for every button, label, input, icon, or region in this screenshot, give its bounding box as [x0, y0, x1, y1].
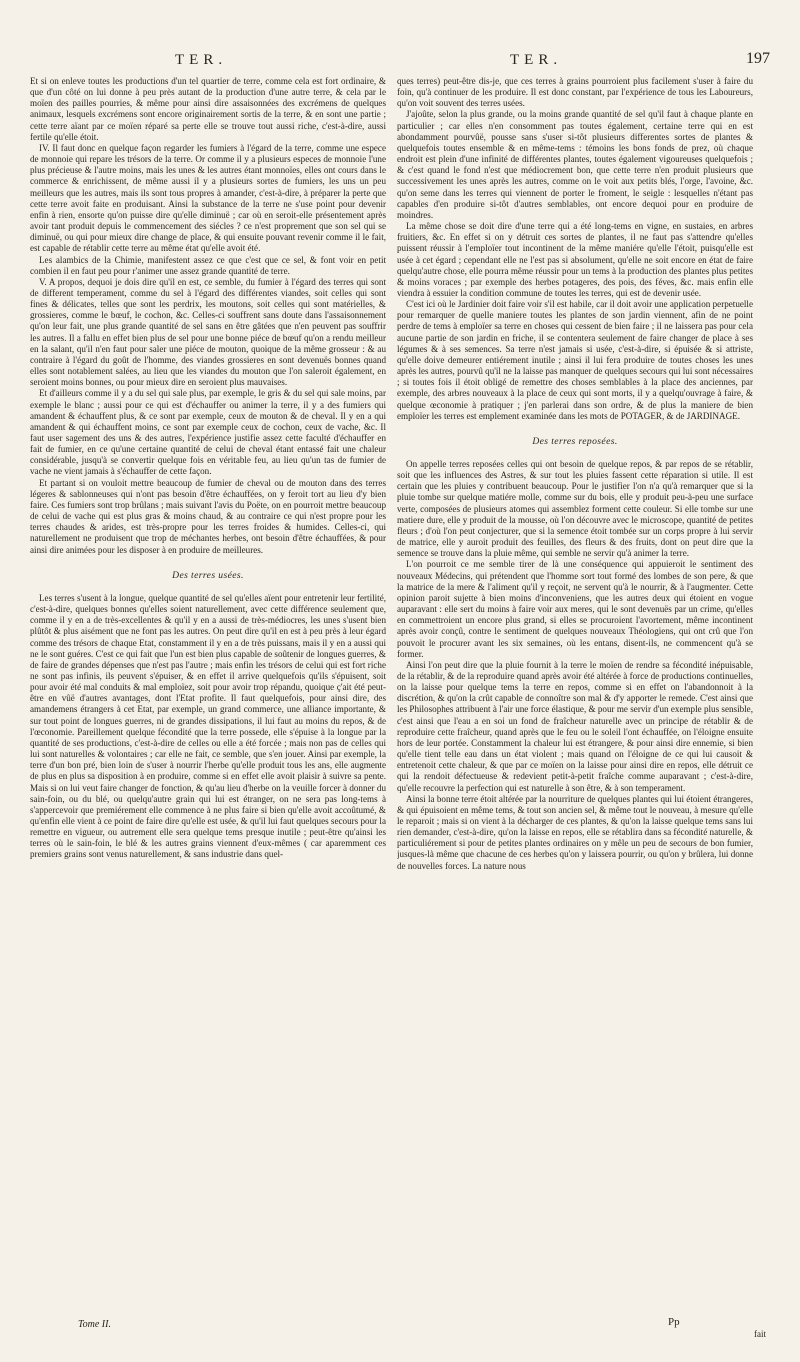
signature-mark: Pp: [668, 1316, 680, 1328]
paragraph: IV. Il faut donc en quelque façon regarder les fumiers à l'égard de la terre, comme une espece de monnoie qui repare les trésors de la terre. Or comme il y a plusieurs especes de monnoie l'une plus précieuse & l'autre moins, mais les unes & les autres étant monnoïes, elles ont cours dans le commerce & enrichissent, de même aussi il y a plusieurs sortes de fumiers, les uns un peu meilleurs que les autres, mais ils sont tous propres à amander, c'est-à-dire, à préparer la perte que cette terre avoit faite en produisant. Ainsi la substance de la terre ne s'use point pour devenir enfin à rien, ensorte qu'on puisse dire qu'elle diminuë ; car où en seroit-elle présentement après avoir tant produit depuis le commencement des siécles ? ce n'est proprement que son sel qui se diminuë, ou qui pour mieux dire change de place, & qui ensuite pouvant revenir comme il le fait, est capable de rétablir cette terre au même état qu'elle avoit été.: [30, 142, 386, 254]
paragraph: La même chose se doit dire d'une terre qui a été long-tems en vigne, en sustaies, en arbres fruitiers, &c. En effet si on y détruit ces sortes de plantes, il ne faut pas s'attendre qu'elles puissent réussir à l'emploïer tout incontinent de la même maniére qu'elle l'étoit, puisqu'elle est usée à cet égard ; cependant elle ne l'est pas si absolument, qu'elle ne soit encore en état de faire quelqu'autre chose, elle pourra même réussir pour un tems à la production des plantes plus petites & moins voraces ; par exemple des herbes potageres, des pois, des féves, &c. mais enfin elle viendra à essuier la condition commune de toutes les terres, qui est de devenir usée.: [397, 221, 753, 298]
paragraph: On appelle terres reposées celles qui ont besoin de quelque repos, & par repos de se rétablir, soit que les influences des Astres, & sur tout les pluies fassent cette réparation si utile. Il est certain que les pluies y contribuent beaucoup. Pour le justifier l'on n'a qu'à remarquer que si la pluie tombe sur quelque matiére molle, comme sur du bois, elle y produit peu-à-peu une surface verte, composées de plusieurs atomes qui assemblez forment cette couleur. Si elle tombe sur une matiere dure, elle y produit de la mousse, où l'on découvre avec le microscope, quantité de petites fleurs ; d'où l'on peut conjecturer, que si la semence étoit tombée sur un corps propre à lui servir de matrice, elle y auroit produit des feuilles, des fleurs & des fruits, dont on peut dire que la semence se trouve dans la pluie même, qui semble ne servir qu'à animer la terre.: [397, 459, 753, 559]
paragraph: Et si on enleve toutes les productions d'un tel quartier de terre, comme cela est fort ordinaire, & que d'un côté on lui donne à peu près autant de la production d'une autre terre, & cela par le moïen des pailles pourries, & même pour ainsi dire assaisonnées des excrémens de quelques animaux, lesquels excrémens sont encore originairement sortis de la terre, & en sont une partie ; cette terre aïant par ce moïen réparé sa perte elle se trouve tout aussi riche, c'est-à-dire, aussi fertile qu'elle étoit.: [30, 76, 386, 142]
paragraph: V. A propos, dequoi je dois dire qu'il en est, ce semble, du fumier à l'égard des terres qui sont de different temperament, comme du sel à l'égard des différentes viandes, soit celles qui sont fines & délicates, telles que sont les perdrix, les moutons, soit celles qui sont matérielles, & grossieres, comme le bœuf, le cochon, &c. Celles-ci souffrent sans doute dans l'assaisonnement qu'on leur fait, une plus grande quantité de sel sans en être gâtées que n'en peuvent pas souffrir les autres. Il a fallu en effet bien plus de sel pour une bonne piéce de bœuf qu'on a rendu meilleur en la salant, qu'il n'en faut pour saler une piéce de mouton, quoique de la même grosseur : & au contraire à l'égard du goût de l'homme, des viandes grossieres en sont devenuës bonnes quand elles sont notablement salées, au lieu que les viandes du mouton que l'on saleroit également, en seroient moins bonnes, ou pour mieux dire en seroient plus mauvaises.: [30, 276, 386, 388]
left-column: [30, 76, 386, 1312]
section-title: Des terres reposées.: [532, 435, 618, 447]
paragraph: Et d'ailleurs comme il y a du sel qui sale plus, par exemple, le gris & du sel qui sale moins, par exemple le blanc ; aussi pour ce qui est d'échauffer ou animer la terre, il y a des fumiers qui amandent & échauffent plus, & ce sont par exemple, ceux de mouton & de cheval. Il y en a qui amandent & qui échauffent moins, ce sont par exemple ceux de cochon, ceux de vache, &c. Il faut user sagement des uns & des autres, l'expérience justifie assez cette faculté d'échauffer en fait de fumier, en ce qu'une certaine quantité de celui de cheval étant entassé fait une chaleur considérable, jusqu'à se convertir quelque fois en véritable feu, au lieu qu'un tas de fumier de vache ne vient jamais à s'échauffer de cette façon.: [30, 388, 386, 477]
running-header-left: TER.: [175, 52, 228, 68]
section-title: Des terres usées.: [172, 569, 244, 581]
paragraph: C'est ici où le Jardinier doit faire voir s'il est habile, car il doit avoir une application perpetuelle pour remarquer de quelle maniere toutes les plantes de son jardin viennent, afin de ne point perdre de tems à emploïer sa terre en choses qui cessent de bien faire ; il ne laissera pas pour cela aucune partie de son jardin en friche, il se contentera seulement de faire changer de place à ses légumes & à ses semences. Sa terre n'est jamais si usée, c'est-à-dire, si épuisée & si attriste, qu'elle doive demeurer entiérement inutile ; ainsi il lui fera produire de toutes choses les unes après les autres, pourvû qu'il ne la laisse pas manquer de quelques secours qui lui sont nécessaires ; si toutes fois il étoit obligé de remettre des choses semblables à la place des anciennes, par exemple, des arbres nouveaux à la place de ceux qui sont morts, il y a quelqu'ouvrage à faire, & quelque œconomie à pratiquer ; j'en parlerai dans son ordre, & de plus la maniere de bien emploïer les terres est emplement examinée dans les mots de POTAGER, & de JARDINAGE.: [397, 299, 753, 421]
catchword: fait: [754, 1329, 766, 1339]
running-header-right: TER.: [510, 52, 563, 68]
paragraph: ques terres) peut-être dis-je, que ces terres à grains pourroient plus facilement s'user à faire du foin, qu'à continuer de les produire. Il est donc constant, par l'expérience de tous les Laboureurs, qu'on voit souvent des terres usées.: [397, 76, 753, 109]
volume-label: Tome II.: [78, 1319, 111, 1330]
paragraph: Ainsi la bonne terre étoit altérée par la nourriture de quelques plantes qui lui étoient étrangeres, & qui épuisoient en même tems, & tout son ancien sel, & même tout le nouveau, à mesure qu'elle le reparoit ; mais si on vient à la décharger de ces plantes, & qu'on la laisse quelque tems sans lui rien demander, c'est-à-dire, qu'on la laisse en repos, elle se rétablira dans sa fécondité naturelle, & particuliérement si pour de petites plantes ordinaires on y mêle un peu de secours de bon fumier, jusques-là même que chacune de ces herbes qu'on y laissera pourrir, ou qu'on y brûlera, lui donne de nouvelles forces. La nature nous: [397, 793, 753, 871]
paragraph: Les alambics de la Chimie, manifestent assez ce que c'est que ce sel, & font voir en petit combien il en faut peu pour r'animer une assez grande quantité de terre.: [30, 254, 386, 276]
right-column: [397, 76, 753, 1312]
page-number: 197: [746, 50, 770, 67]
paragraph: Et partant si on vouloit mettre beaucoup de fumier de cheval ou de mouton dans des terres légeres & sablonneuses qui n'ont pas besoin d'être échauffées, on y feroit tort au lieu d'y bien faire. Ces fumiers sont trop brûlans ; mais suivant l'avis du Poëte, on en pourroit mettre beaucoup de celui de vache qui est plus gras & moins chaud, & au contraire ce qui n'est propre pour les terres chaudes & arides, est très-propre pour les terres froides & humides. Celles-ci, qui naturellement ne produisent que trop de méchantes herbes, ont besoin d'être échauffées, & pour ainsi dire animées pour les disposer à en produire de meilleures.: [30, 477, 386, 555]
paragraph: J'ajoûte, selon la plus grande, ou la moins grande quantité de sel qu'il faut à chaque plante en particulier ; car elles n'en consomment pas toutes également, certaine terre qui en est abondamment pourvûë, pousse sans s'user si-tôt plusieurs differentes sortes de plantes & quelquefois toutes ensemble & en même-tems : témoins les bons fonds de prez, où chaque endroit est plein d'une infinité de différentes plantes, toutes également vigoureuses quelquefois ; & c'est quand le fond n'est que médiocrement bon, que cette terre n'en produit plusieurs que successivement les unes après les autres, comme on le voit aux petits blés, l'orge, l'avoine, &c. qu'on seme dans les terres qui viennent de porter le froment, le seigle : lesquelles n'étant pas capables d'en produire si-tôt d'autres semblables, ont encore dequoi pour en produire de moindres.: [397, 109, 753, 220]
paragraph: L'on pourroit ce me semble tirer de là une conséquence qui appuieroit le sentiment des nouveaux Médecins, qui prétendent que l'homme sort tout formé des lombes de son pere, & que la matrice de la mere & l'aliment qu'il y reçoit, ne servent qu'à le nourrir, & à l'augmenter. Cette opinion paroit sujette à bien moins d'inconveniens, que les autres deux qui étoient en vogue auparavant : elle sert du moins à faire voir aux meres, qui le sont devenuës par un crime, qu'elles en commettroient un encore plus grand, si elles se procuroient l'avortement, même incontinent après avoir conçû, contre le sentiment de quelques nouveaux Théologiens, qui ont crû que l'on pouvoit le procurer avant les six semaines, où les entans, disent-ils, ne commencent qu'à se former.: [397, 559, 753, 659]
paragraph: Les terres s'usent à la longue, quelque quantité de sel qu'elles aïent pour entretenir leur fertilité, c'est-à-dire, quelques bonnes qu'elles soient naturellement, avec cette différence seulement que, comme il y en a de très-excellentes & qu'il y en a aussi de très-médiocres, les unes s'usent bien plûtôt & plus aisément que ne font pas les autres. On peut dire qu'il en est à peu près à leur égard comme des trésors de chaque Etat, constamment il y en a de très puissans, mais il y en a aussi qui ne le sont guéres. C'est ce qui fait que l'un est bien plus capable de soûtenir de longues guerres, & de faire de grandes dépenses que n'est pas l'autre ; mais enfin les trésors de celui qui est fort riche ne sont pas infinis, ils peuvent s'épuiser, & en effet il arrive quelquefois qu'ils s'épuisent, soit pour avoir été mal conduits & mal emploïez, soit pour avoir trop répandu, quoique ç'ait été peut-être en vûë d'autres avantages, dont l'Etat profite. Il faut quelquefois, pour ainsi dire, des amandemens étrangers à cet Etat, par exemple, un grand commerce, une alliance importante, & sur tout point de longues guerres, ni de grandes dissipations, il lui faut au moins du repos, & de l'œconomie. Pareillement quelque fécondité que la terre possede, elle s'épuise à la longue par la quantité de ses productions, c'est-à-dire de celles ou elle a été forcée ; mais non pas de celles qui lui sont naturelles & volontaires ; car elle ne fait, ce semble, que s'en jouer. Ainsi par exemple, la terre d'un bon pré, bien loin de s'user à nourrir l'herbe qu'elle produit tous les ans, elle augmente de plus en plus sa disposition à en produire, comme si en effet elle avoit plaisir à suivre sa pente. Mais si on lui veut faire changer de fonction, & qu'au lieu d'herbe on la veuille forcer à donner du sain-foin, ou du blé, ou quelqu'autre grain qui lui est étranger, on ne sera pas long-tems à s'appercevoir que premiérement elle commence à ne plus faire si bien qu'elle avoit accoûtumé, & qu'enfin elle vient à ce point de faire dire qu'elle est usée, & qu'il lui faut quelques secours pour la remettre en vigueur, ou autrement elle sera quelque tems presque inutile ; peut-être qu'ainsi les terres où le sain-foin, le blé & les autres grains viennent d'eux-mêmes ( car aparemment ces premiers grains sont venus naturellement, & sans industrie dans quel-: [30, 592, 386, 860]
paragraph: Ainsi l'on peut dire que la pluie fournit à la terre le moïen de rendre sa fécondité inépuisable, de la rétablir, & de la reproduire quand après avoir été altérée à force de productions continuelles, on la laisse pour quelque tems la terre en repos, comme si en effet on l'abandonnoit à la discrétion, & qu'on la crût capable de connoître son mal & d'y apporter le remede. C'est ainsi que les Philosophes attribuent à l'air une force élastique, & pour me servir d'un exemple plus sensible, c'est ainsi que l'eau a en soi un fond de fraîcheur naturelle avec un principe de rétablir & de reproduire cette fraîcheur, quand après que le feu ou le soleil l'ont échauffée, on l'éloigne ensuite hors de leur portée. Constamment la chaleur lui est étrangere, & pour ainsi dire ennemie, si bien qu'elle tient telle eau dans un état violent ; mais quand on l'éloigne de ce qui lui causoit & entretenoit cette chaleur, & que par ce moïen on la laisse pour ainsi dire en repos, elle détruit ce qui la rendoit défectueuse & redevient petit-à-petit fraîche comme auparavant ; c'est-à-dire, qu'elle recouvre la perfection qui est naturelle à son être, & à son temperament.: [397, 659, 753, 793]
